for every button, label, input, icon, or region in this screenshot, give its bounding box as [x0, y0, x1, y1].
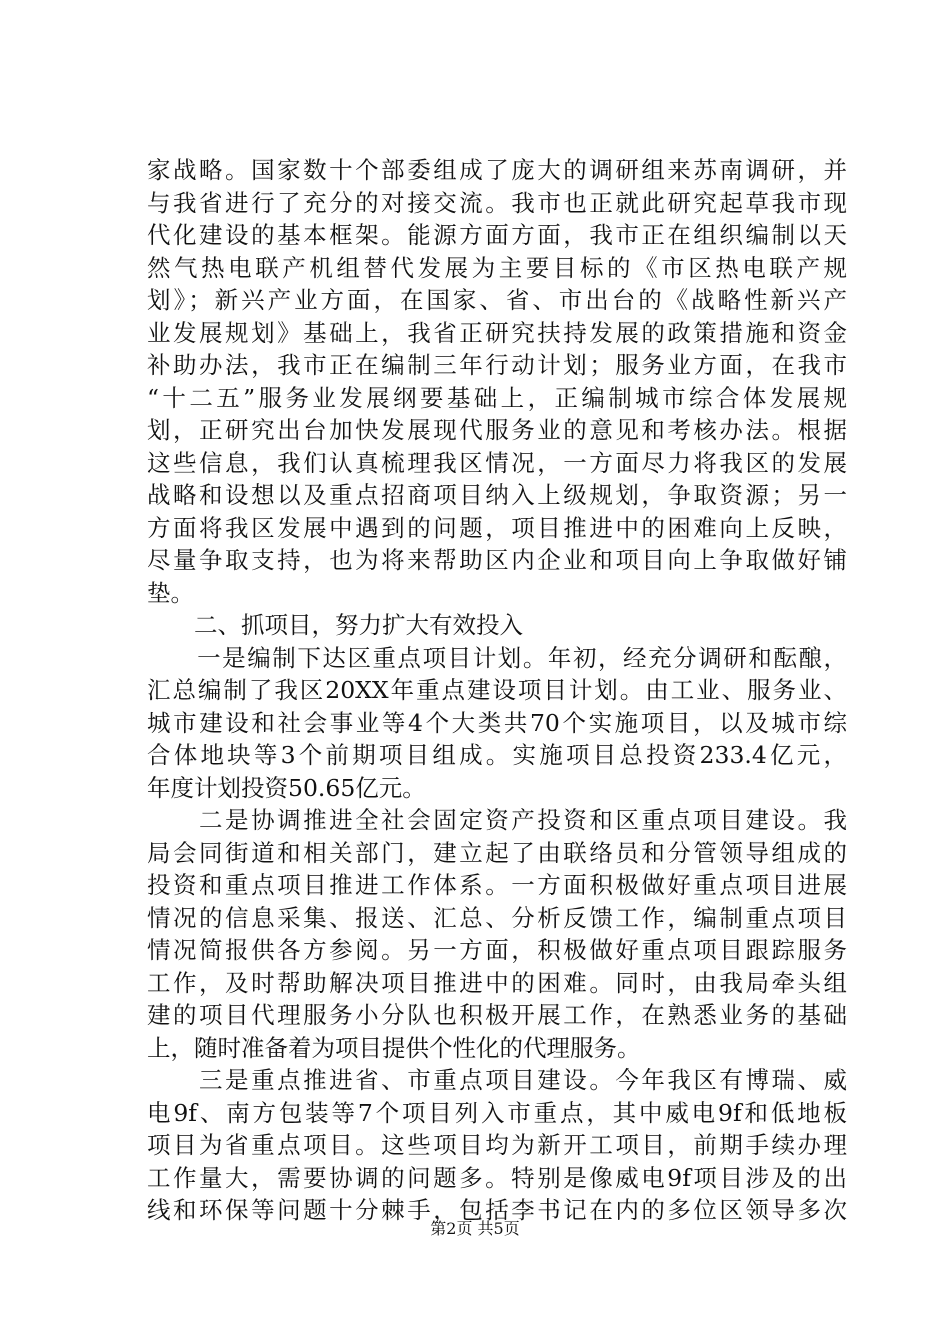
text-line: 汇总编制了我区20XX年重点建设项目计划。由工业、服务业、 — [147, 676, 847, 704]
text-line: 二、抓项目，努力扩大有效投入 — [147, 611, 523, 639]
text-line: 工作量大，需要协调的问题多。特别是像威电9f项目涉及的出 — [147, 1163, 847, 1192]
text-line: 这些信息，我们认真梳理我区情况，一方面尽力将我区的发展 — [147, 448, 847, 477]
text-line: 合体地块等3个前期项目组成。实施项目总投资233.4亿元， — [147, 741, 847, 769]
text-line: 一是编制下达区重点项目计划。年初，经充分调研和酝酿， — [147, 643, 847, 672]
text-line: 局会同街道和相关部门，建立起了由联络员和分管领导组成的 — [147, 838, 847, 867]
text-line: 工作，及时帮助解决项目推进中的困难。同时，由我局牵头组 — [147, 968, 847, 997]
text-line: 年度计划投资50.65亿元。 — [147, 773, 426, 802]
text-line: 建的项目代理服务小分队也积极开展工作，在熟悉业务的基础 — [147, 1001, 847, 1029]
text-line: “十二五”服务业发展纲要基础上，正编制城市综合体发展规 — [147, 383, 847, 412]
text-line: 划》；新兴产业方面，在国家、省、市出台的《战略性新兴产 — [147, 286, 847, 314]
text-line: 划，正研究出台加快发展现代服务业的意见和考核办法。根据 — [147, 416, 847, 444]
text-line: 三是重点推进省、市重点项目建设。今年我区有博瑞、威 — [147, 1066, 847, 1094]
text-line: 家战略。国家数十个部委组成了庞大的调研组来苏南调研，并 — [147, 156, 847, 184]
text-line: 电9f、南方包装等7个项目列入市重点，其中威电9f和低地板 — [147, 1098, 847, 1127]
text-line: 上，随时准备着为项目提供个性化的代理服务。 — [147, 1033, 641, 1062]
text-line: 垫。 — [147, 578, 194, 607]
text-line: 线和环保等问题十分棘手，包括李书记在内的多位区领导多次 — [147, 1196, 847, 1224]
text-line: 然气热电联产机组替代发展为主要目标的《市区热电联产规 — [147, 253, 847, 282]
text-line: 代化建设的基本框架。能源方面方面，我市正在组织编制以天 — [147, 221, 847, 249]
text-line: 方面将我区发展中遇到的问题，项目推进中的困难向上反映， — [147, 513, 847, 542]
text-line: 情况简报供各方参阅。另一方面，积极做好重点项目跟踪服务 — [147, 936, 847, 964]
text-line: 补助办法，我市正在编制三年行动计划；服务业方面，在我市 — [147, 351, 847, 379]
text-line: 投资和重点项目推进工作体系。一方面积极做好重点项目进展 — [147, 871, 847, 899]
document-body — [147, 154, 847, 1227]
text-line: 战略和设想以及重点招商项目纳入上级规划，争取资源；另一 — [147, 481, 847, 509]
text-line: 情况的信息采集、报送、汇总、分析反馈工作，编制重点项目 — [147, 903, 847, 932]
text-line: 与我省进行了充分的对接交流。我市也正就此研究起草我市现 — [147, 188, 847, 217]
text-line: 业发展规划》基础上，我省正研究扶持发展的政策措施和资金 — [147, 318, 847, 347]
text-line: 城市建设和社会事业等4个大类共70个实施项目，以及城市综 — [147, 708, 847, 737]
text-line: 二是协调推进全社会固定资产投资和区重点项目建设。我 — [147, 806, 847, 834]
text-line: 项目为省重点项目。这些项目均为新开工项目，前期手续办理 — [147, 1131, 847, 1159]
page-footer: 第2页 共5页 — [430, 1219, 520, 1238]
text-line: 尽量争取支持，也为将来帮助区内企业和项目向上争取做好铺 — [147, 546, 847, 574]
